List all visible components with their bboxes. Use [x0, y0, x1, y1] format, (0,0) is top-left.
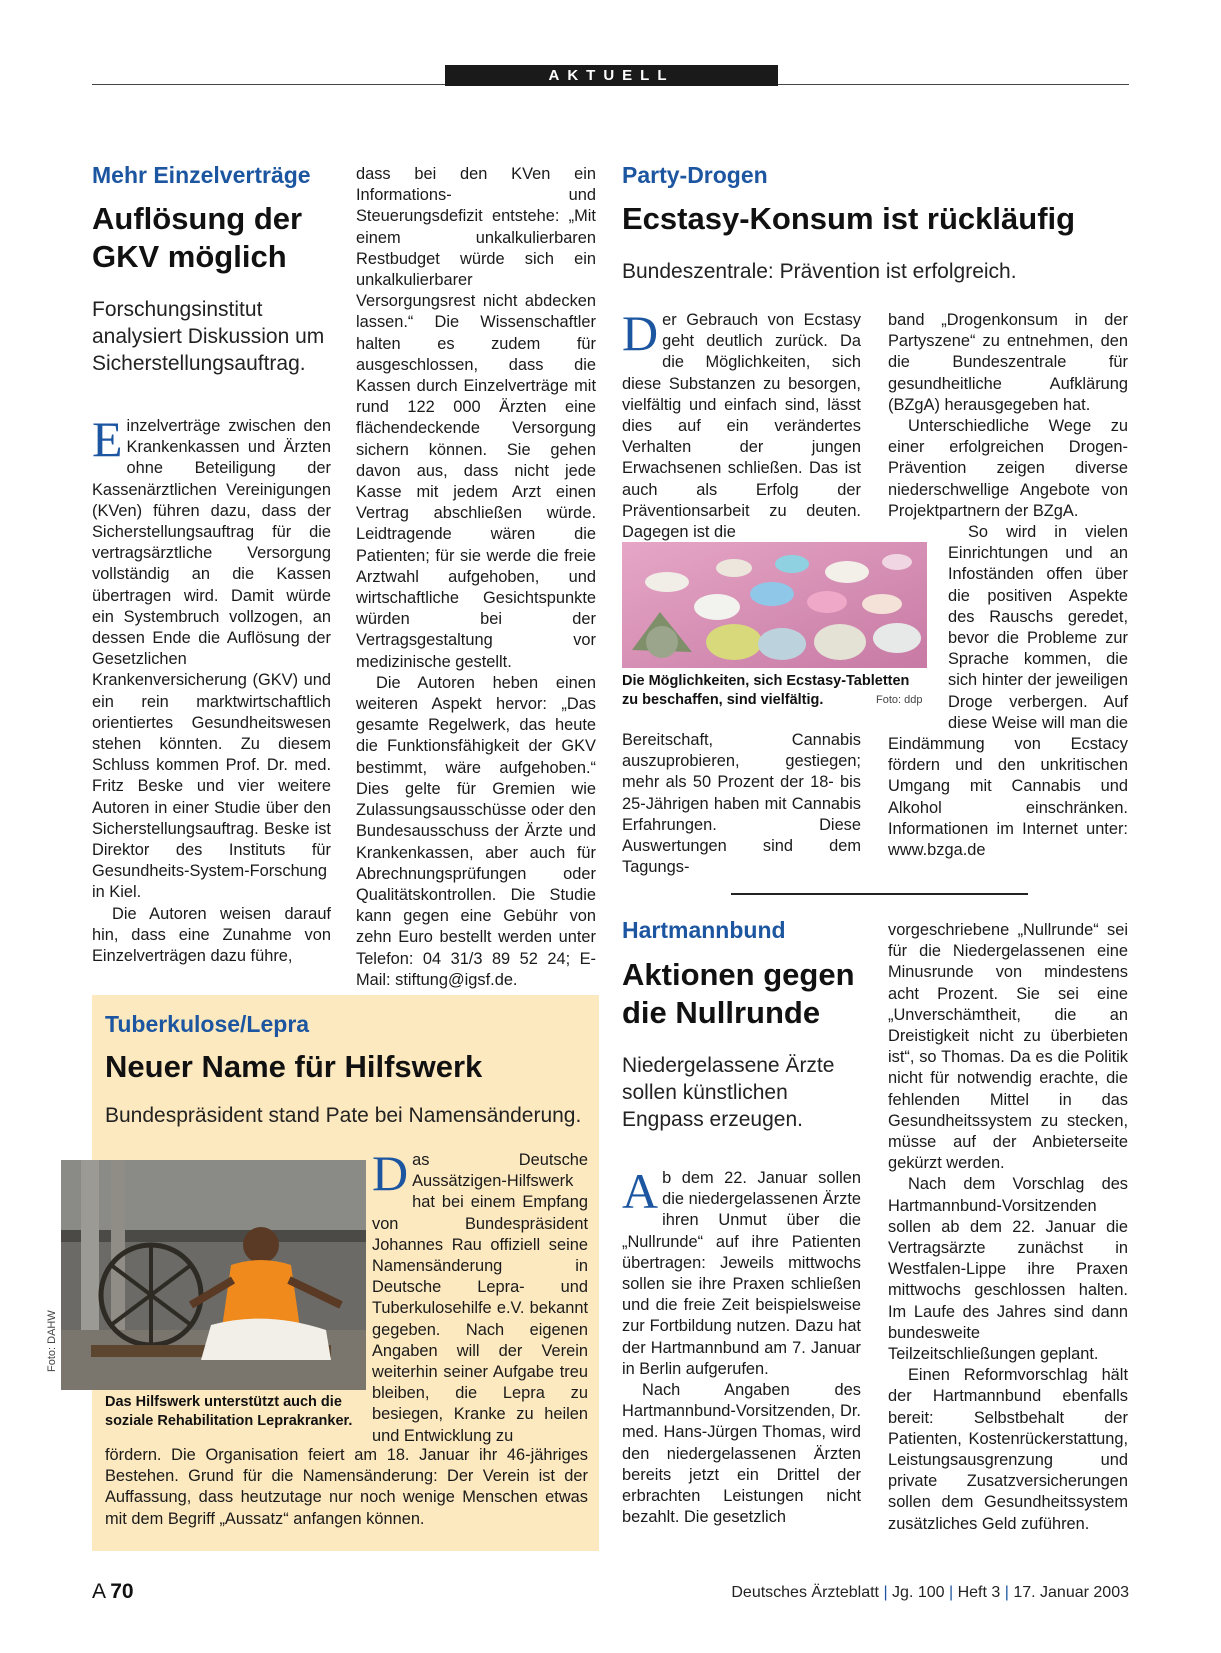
ecstasy-col2-p1: band „Drogenkonsum in der Partyszene“ zu entnehmen, den die Bundeszentrale für gesundheitliche Aufklärung (BZgA) herausgegeben hat. — [888, 311, 1128, 414]
ecstasy-kicker: Party-Drogen — [622, 162, 768, 188]
ecstasy-headline: Ecstasy-Konsum ist rückläufig — [622, 201, 1076, 236]
ecstasy-col-1-bottom — [622, 730, 861, 878]
gkv-headline — [92, 200, 332, 276]
nullrunde-col2-p2: Nach dem Vorschlag des Hartmannbund-Vorsitzenden sollen ab dem 22. Januar die Vertragsärzte zunächst in Westfalen-Lippe ihre Praxen mittwochs geschlossen halten. Im Laufe des Jahres sind dann bundesweite Teilzeitschließungen geplant. — [888, 1175, 1128, 1364]
footer-separator: | — [883, 1584, 888, 1601]
nullrunde-col-1 — [622, 1163, 861, 1528]
lepra-col-side — [372, 1145, 588, 1447]
nullrunde-subhead: Niedergelassene Ärzte sollen künstlichen Engpass erzeugen. — [622, 1054, 835, 1131]
ecstasy-col-1-top — [622, 305, 861, 543]
journal-issue: Heft 3 — [957, 1584, 1001, 1601]
lepra-subhead: Bundespräsident stand Pate bei Namensänderung. — [105, 1104, 582, 1127]
lepra-caption: Das Hilfswerk unterstützt auch die soziale Rehabilitation Leprakranker. — [105, 1394, 353, 1429]
gkv-col1-p1: inzelverträge zwischen den Krankenkassen und Ärzten ohne Beteiligung der Kassenärztlichen Vereinigungen (KVen) führen dazu, dass der Sicherstellungsauftrag für die vertragsärztliche Versorgung vollständig an die Kassen übertragen wird. Damit würde ein Systembruch vollzogen, an dessen Ende die Auflösung der Gesetzlichen Krankenversicherung (GKV) und ein rein marktwirtschaftlich orientiertes Gesundheitswesen stehen könnten. Zu diesem Schluss kommen Prof. Dr. med. Fritz Beske und vier weitere Autoren in einer Studie über den Sicherstellungsauftrag. Beske ist Direktor des Instituts für Gesundheits-System-Forschung in Kiel. — [92, 417, 331, 902]
page-number-value: 70 — [110, 1580, 134, 1603]
journal-name: Deutsches Ärzteblatt — [731, 1584, 879, 1601]
page-prefix: A — [92, 1580, 107, 1603]
ecstasy-col1-p1: er Gebrauch von Ecstasy geht deutlich zurück. Da die Möglichkeiten, sich diese Substanzen zu besorgen, vielfältig und einfach sind, lässt dies auf ein verändertes Verhalten der jungen Erwachsenen schließen. Das ist auch als Erfolg der Präventionsarbeit zu deuten. Dagegen ist die — [622, 311, 861, 542]
spinning-wheel-photo — [61, 1160, 366, 1390]
nullrunde-drop-cap: A — [622, 1163, 659, 1219]
footer-separator: | — [1004, 1584, 1009, 1601]
gkv-drop-cap: E — [92, 411, 123, 467]
lepra-headline: Neuer Name für Hilfswerk — [105, 1049, 483, 1084]
nullrunde-col1-p1: b dem 22. Januar sollen die niedergelassenen Ärzte ihren Unmut über die „Nullrunde“ auf ihre Patienten übertragen: Jeweils mittwochs sollen sie ihre Praxen schließen und die freie Zeit beispielsweise zur Fortbildung nutzen. Dazu hat der Hartmannbund am 7. Januar in Berlin aufgerufen. — [622, 1169, 861, 1378]
lepra-col-full — [105, 1445, 588, 1530]
nullrunde-col2-p1: vorgeschriebene „Nullrunde“ sei für die Niedergelassenen eine Minusrunde von mindestens acht Prozent. Sie sei eine „Unverschämtheit, die an Dreistigkeit nicht zu überbieten ist“, so Thomas. Da es die Politik nicht für notwendig erachte, die fehlenden Mittel in das Gesundheitssystem zu stecken, müsse auf der Anbieterseite gekürzt werden. — [888, 921, 1128, 1173]
ecstasy-col-2-top — [888, 310, 1128, 522]
section-label: AKTUELL — [445, 65, 778, 86]
ecstasy-subhead: Bundeszentrale: Prävention ist erfolgreich. — [622, 260, 1017, 283]
gkv-col-2 — [356, 164, 596, 991]
lepra-photo-credit: Foto: DAHW — [46, 1310, 58, 1372]
lepra-text-full: fördern. Die Organisation feiert am 18. Januar ihr 46-jähriges Bestehen. Grund für die Namensänderung: Der Verein ist der Auffassung, dass heutzutage nur noch wenige Menschen etwas mit dem Begriff „Aussatz“ anfangen können. — [105, 1446, 588, 1528]
ecstasy-tablets-photo — [622, 542, 927, 668]
nullrunde-headline-line1: Aktionen gegen — [622, 957, 855, 992]
gkv-col2-p1: dass bei den KVen ein Informations- und Steuerungsdefizit entstehe: „Mit einem unkalkulierbaren Restbudget würde sich ein unkalkulierbarer Versorgungsrest nicht abdecken lassen.“ Die Wissenschaftler halten es zudem für ausgeschlossen, dass die Kassen durch Einzelverträge mit rund 122 000 Ärzten eine flächendeckende Versorgung sichern können. Sie gehen davon aus, dass nicht jede Kasse mit jedem Arzt einen Vertrag abschließen würde. Leidtragende wären die Patienten; für sie werde die freie Arztwahl aufgehoben, und wirtschaftliche Gesichtspunkte würden bei der Vertragsgestaltung vor medizinische gestellt. — [356, 165, 596, 671]
ecstasy-col1-p2: Bereitschaft, Cannabis auszuprobieren, gestiegen; mehr als 50 Prozent der 18- bis 25-Jährigen haben mit Cannabis Erfahrungen. Diese Auswertungen sind dem Tagungs- — [622, 731, 861, 877]
nullrunde-headline-line2: die Nullrunde — [622, 995, 821, 1030]
lepra-drop-cap: D — [372, 1145, 409, 1201]
ecstasy-caption: Die Möglichkeiten, sich Ecstasy-Tabletten zu beschaffen, sind vielfältig. — [622, 673, 910, 708]
nullrunde-col2-p3: Einen Reformvorschlag hält der Hartmannbund ebenfalls bereit: Selbstbehalt der Patienten, Kostenrückerstattung, Leistungsausgrenzung und private Zusatzversicherungen sollen dem Gesundheitssystem zusätzliches Geld zuführen. — [888, 1366, 1128, 1533]
ecstasy-col-2-bottom — [888, 522, 1128, 861]
ecstasy-col2-p2: Unterschiedliche Wege zu einer erfolgreichen Drogen-Prävention zeigen diverse niederschwellige Angebote von Projektpartnern der BZgA. — [888, 417, 1128, 520]
ecstasy-col2-p3: So wird in vielen Einrichtungen und an Infoständen offen über die positiven Aspekte des Rauschs geredet, bevor die Probleme zur Sprache kommen, die sich hinter der jeweiligen Droge verbergen. Auf diese Weise will man die Eindämmung von Ecstacy fördern und den unkritischen Umgang mit Cannabis und Alkohol einschränken. Informationen im Internet unter: www.bzga.de — [888, 523, 1128, 860]
gkv-col-1 — [92, 411, 331, 967]
lepra-kicker: Tuberkulose/Lepra — [105, 1011, 310, 1037]
gkv-headline-line1: Auflösung der — [92, 201, 303, 236]
gkv-subhead: Forschungsinstitut analysiert Diskussion um Sicherstellungsauftrag. — [92, 298, 325, 375]
page-number — [92, 1580, 134, 1604]
gkv-col2-p2: Die Autoren heben einen weiteren Aspekt hervor: „Das gesamte Regelwerk, das heute die Funktionsfähigkeit der GKV bestimmt, wäre aufgehoben.“ Dies gelte für Gremien wie Zulassungsausschüsse oder den Bundesausschuss der Ärzte und Krankenkassen, aber auch für Abrechnungsprüfungen oder Qualitätskontrollen. Die Studie kann gegen eine Gebühr von zehn Euro bestellt werden unter Telefon: 04 31/3 89 52 24; E-Mail: stiftung@igsf.de. — [356, 673, 596, 989]
nullrunde-headline — [622, 956, 862, 1032]
ecstasy-photo-credit: Foto: ddp — [876, 694, 923, 706]
section-divider — [731, 893, 1028, 895]
journal-date: 17. Januar 2003 — [1013, 1584, 1129, 1601]
journal-volume: Jg. 100 — [892, 1584, 945, 1601]
nullrunde-kicker: Hartmannbund — [622, 917, 786, 943]
nullrunde-col1-p2: Nach Angaben des Hartmannbund-Vorsitzenden, Dr. med. Hans-Jürgen Thomas, wird den niedergelassenen Ärzten bereits jetzt ein Drittel der erbrachten Leistungen nicht bezahlt. Die gesetzlich — [622, 1381, 861, 1527]
gkv-kicker: Mehr Einzelverträge — [92, 162, 311, 188]
gkv-col1-p2: Die Autoren weisen darauf hin, dass eine Zunahme von Einzelverträgen dazu führe, — [92, 904, 331, 966]
gkv-headline-line2: GKV möglich — [92, 239, 287, 274]
ecstasy-drop-cap: D — [622, 305, 659, 361]
lepra-text-side: as Deutsche Aussätzigen-Hilfswerk hat bei einem Empfang von Bundespräsident Johannes Rau offiziell seine Namensänderung in Deutsche Lepra- und Tuberkulosehilfe e.V. bekannt gegeben. Nach eigenen Angaben will der Verein weiterhin seiner Aufgabe treu bleiben, die Lepra zu besiegen, Kranke zu heilen und Entwicklung zu — [372, 1151, 588, 1445]
footer-citation — [731, 1584, 1129, 1602]
nullrunde-col-2 — [888, 920, 1128, 1535]
footer-separator: | — [948, 1584, 954, 1601]
